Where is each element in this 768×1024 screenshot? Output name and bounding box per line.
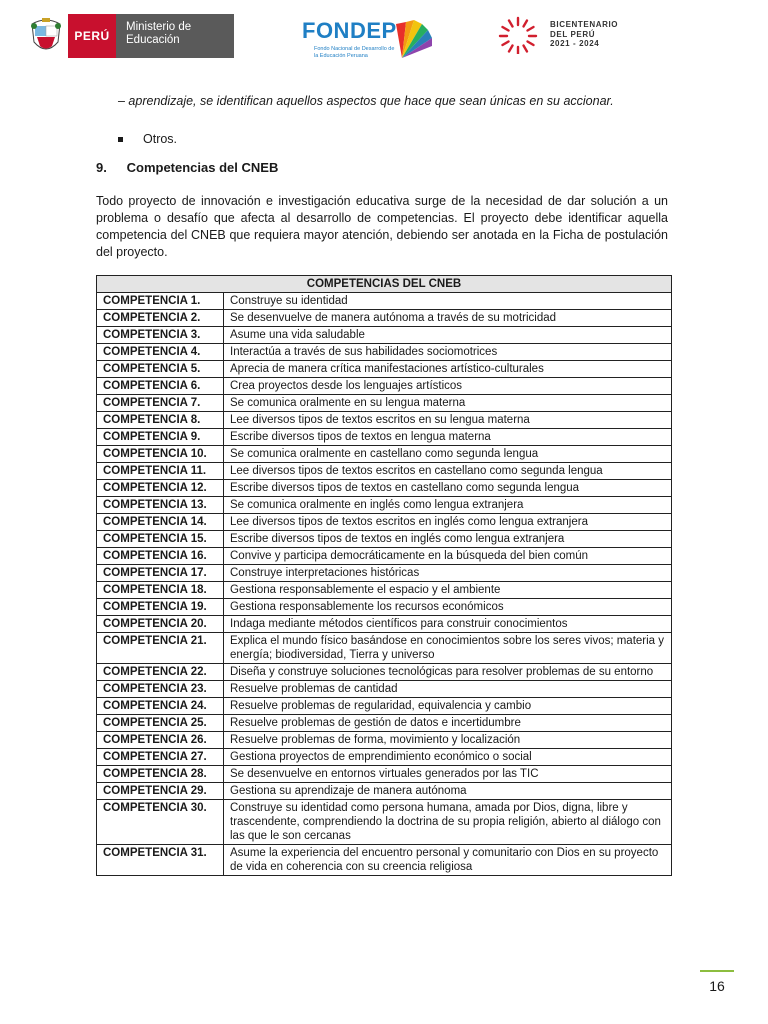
table-row [97, 599, 672, 616]
competencia-description: Diseña y construye soluciones tecnológicas para resolver problemas de su entorno [224, 664, 672, 681]
page-number-box [700, 970, 734, 994]
competencia-description: Se desenvuelve de manera autónoma a través de su motricidad [224, 310, 672, 327]
ministry-text: Ministerio de Educación [126, 21, 192, 46]
table-row [97, 463, 672, 480]
fondep-name: FONDEP [302, 18, 397, 43]
competencia-code: COMPETENCIA 28. [97, 766, 224, 783]
competencia-code: COMPETENCIA 10. [97, 446, 224, 463]
competencia-code: COMPETENCIA 16. [97, 548, 224, 565]
table-row [97, 497, 672, 514]
competencia-code: COMPETENCIA 20. [97, 616, 224, 633]
section-paragraph: Todo proyecto de innovación e investigación educativa surge de la necesidad de dar solución a un problema o desafío que afecta al desarrollo de competencias. El proyecto debe identificar aquella competencia del CNEB que requiera mayor atención, debiendo ser anotada en la Ficha de postulación del proyecto. [96, 194, 668, 259]
competencia-code: COMPETENCIA 6. [97, 378, 224, 395]
table-row [97, 327, 672, 344]
competencia-description: Lee diversos tipos de textos escritos en inglés como lengua extranjera [224, 514, 672, 531]
competencia-description: Escribe diversos tipos de textos en lengua materna [224, 429, 672, 446]
competencia-code: COMPETENCIA 11. [97, 463, 224, 480]
bullet-square-icon [118, 137, 123, 142]
competencia-description: Construye interpretaciones históricas [224, 565, 672, 582]
competencia-description: Resuelve problemas de cantidad [224, 681, 672, 698]
competencia-description: Construye su identidad [224, 293, 672, 310]
table-row [97, 565, 672, 582]
table-row [97, 681, 672, 698]
italic-continuation-line: – aprendizaje, se identifican aquellos aspectos que hace que sean únicas en su accionar. [118, 94, 614, 108]
fondep-subtitle: Fondo Nacional de Desarrollo de la Educación Peruana [314, 46, 395, 59]
competencia-code: COMPETENCIA 2. [97, 310, 224, 327]
competencia-code: COMPETENCIA 25. [97, 715, 224, 732]
ministry-label [116, 14, 234, 58]
competencia-code: COMPETENCIA 29. [97, 783, 224, 800]
table-row [97, 531, 672, 548]
table-row [97, 412, 672, 429]
competencia-description: Se comunica oralmente en su lengua materna [224, 395, 672, 412]
competencia-description: Construye su identidad como persona humana, amada por Dios, digna, libre y trascendente, comprendiendo la doctrina de su propia religión, abierto al diálogo con las que le son cercanas [224, 800, 672, 845]
table-row [97, 429, 672, 446]
competencia-description: Interactúa a través de sus habilidades sociomotrices [224, 344, 672, 361]
competencia-description: Crea proyectos desde los lenguajes artísticos [224, 378, 672, 395]
competencia-description: Gestiona responsablemente los recursos económicos [224, 599, 672, 616]
minedu-logo [24, 14, 234, 58]
bicentenario-text [550, 20, 618, 49]
competencia-code: COMPETENCIA 3. [97, 327, 224, 344]
table-row [97, 310, 672, 327]
competencia-description: Lee diversos tipos de textos escritos en su lengua materna [224, 412, 672, 429]
table-row [97, 480, 672, 497]
table-row [97, 446, 672, 463]
table-body [97, 293, 672, 876]
competencia-code: COMPETENCIA 21. [97, 633, 224, 664]
bicentenario-line-2: DEL PERÚ [550, 29, 596, 39]
competencia-description: Aprecia de manera crítica manifestaciones artístico-culturales [224, 361, 672, 378]
bullet-text: Otros. [143, 132, 178, 146]
table-row [97, 766, 672, 783]
peru-label: PERÚ [68, 14, 116, 58]
fondep-logo [302, 18, 432, 62]
table-row [97, 698, 672, 715]
table-row [97, 293, 672, 310]
table-row [97, 749, 672, 766]
competencia-code: COMPETENCIA 14. [97, 514, 224, 531]
competencia-description: Asume una vida saludable [224, 327, 672, 344]
competencia-code: COMPETENCIA 18. [97, 582, 224, 599]
table-row [97, 800, 672, 845]
competencia-description: Escribe diversos tipos de textos en inglés como lengua extranjera [224, 531, 672, 548]
competencia-code: COMPETENCIA 30. [97, 800, 224, 845]
competencia-description: Asume la experiencia del encuentro personal y comunitario con Dios en su proyecto de vida en coherencia con su creencia religiosa [224, 845, 672, 876]
page-number: 16 [709, 978, 725, 994]
competencia-code: COMPETENCIA 31. [97, 845, 224, 876]
competencias-table [96, 275, 672, 876]
competencia-code: COMPETENCIA 1. [97, 293, 224, 310]
competencia-description: Resuelve problemas de forma, movimiento y localización [224, 732, 672, 749]
competencia-code: COMPETENCIA 27. [97, 749, 224, 766]
competencia-code: COMPETENCIA 19. [97, 599, 224, 616]
table-row [97, 548, 672, 565]
competencia-description: Resuelve problemas de gestión de datos e incertidumbre [224, 715, 672, 732]
table-row [97, 715, 672, 732]
competencia-description: Resuelve problemas de regularidad, equivalencia y cambio [224, 698, 672, 715]
table-row [97, 514, 672, 531]
competencia-description: Explica el mundo físico basándose en conocimientos sobre los seres vivos; materia y energía; biodiversidad, Tierra y universo [224, 633, 672, 664]
competencia-description: Gestiona responsablemente el espacio y el ambiente [224, 582, 672, 599]
competencia-description: Se desenvuelve en entornos virtuales generados por las TIC [224, 766, 672, 783]
competencia-description: Convive y participa democráticamente en la búsqueda del bien común [224, 548, 672, 565]
section-number: 9. [96, 160, 107, 175]
competencia-code: COMPETENCIA 17. [97, 565, 224, 582]
competencia-description: Se comunica oralmente en castellano como segunda lengua [224, 446, 672, 463]
competencia-code: COMPETENCIA 22. [97, 664, 224, 681]
competencia-description: Gestiona su aprendizaje de manera autónoma [224, 783, 672, 800]
competencia-code: COMPETENCIA 9. [97, 429, 224, 446]
table-row [97, 845, 672, 876]
bicentenario-line-3: 2021 - 2024 [550, 39, 600, 48]
table-row [97, 633, 672, 664]
section-heading [96, 160, 278, 175]
table-row [97, 582, 672, 599]
table-row [97, 732, 672, 749]
bicentenario-line-1: BICENTENARIO [550, 20, 619, 29]
section-title: Competencias del CNEB [126, 160, 279, 175]
competencia-code: COMPETENCIA 4. [97, 344, 224, 361]
page-number-rule [700, 970, 734, 972]
table-row [97, 783, 672, 800]
peru-coat-of-arms-icon [24, 14, 68, 58]
competencia-code: COMPETENCIA 7. [97, 395, 224, 412]
competencia-code: COMPETENCIA 15. [97, 531, 224, 548]
table-row [97, 378, 672, 395]
competencia-code: COMPETENCIA 5. [97, 361, 224, 378]
competencia-description: Se comunica oralmente en inglés como lengua extranjera [224, 497, 672, 514]
table-row [97, 664, 672, 681]
competencia-code: COMPETENCIA 8. [97, 412, 224, 429]
table-row [97, 361, 672, 378]
competencia-code: COMPETENCIA 12. [97, 480, 224, 497]
bullet-item [118, 132, 177, 146]
table-header: COMPETENCIAS DEL CNEB [97, 276, 672, 293]
competencia-code: COMPETENCIA 23. [97, 681, 224, 698]
competencia-code: COMPETENCIA 24. [97, 698, 224, 715]
fondep-fan-icon [394, 18, 434, 62]
table-row [97, 395, 672, 412]
competencia-description: Gestiona proyectos de emprendimiento económico o social [224, 749, 672, 766]
competencia-code: COMPETENCIA 13. [97, 497, 224, 514]
table-row [97, 344, 672, 361]
competencia-description: Lee diversos tipos de textos escritos en castellano como segunda lengua [224, 463, 672, 480]
table-row [97, 616, 672, 633]
bicentenario-logo [496, 12, 636, 56]
competencia-description: Escribe diversos tipos de textos en castellano como segunda lengua [224, 480, 672, 497]
competencia-code: COMPETENCIA 26. [97, 732, 224, 749]
competencia-description: Indaga mediante métodos científicos para construir conocimientos [224, 616, 672, 633]
bicentenario-emblem-icon [496, 14, 540, 54]
